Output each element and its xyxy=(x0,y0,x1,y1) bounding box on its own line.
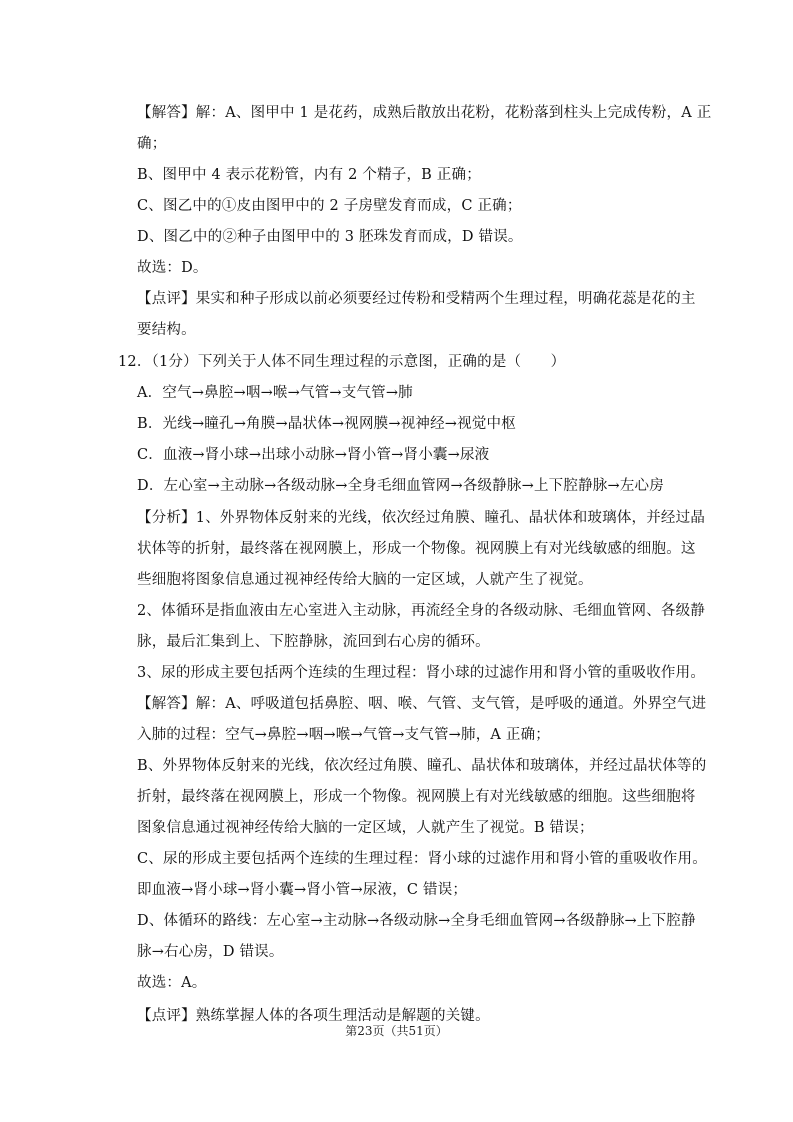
answer-choice-line: 故选：D。 xyxy=(137,260,208,276)
answer-line: 入肺的过程：空气→鼻腔→咽→喉→气管→支气管→肺，A 正确； xyxy=(137,727,550,743)
analysis-line: 【分析】1、外界物体反射来的光线，依次经过角膜、瞳孔、晶状体和玻璃体，并经过晶 xyxy=(137,510,706,526)
answer-line: 即血液→肾小球→肾小囊→肾小管→尿液，C 错误； xyxy=(137,882,468,898)
answer-line: C、图乙中的①皮由图甲中的 2 子房壁发育而成，C 正确； xyxy=(137,198,522,214)
option-c: C．血液→肾小球→出球小动脉→肾小管→肾小囊→尿液 xyxy=(137,447,490,463)
answer-line: B、图甲中 4 表示花粉管，内有 2 个精子，B 正确； xyxy=(137,167,481,183)
comment-line: 【点评】果实和种子形成以前必须要经过传粉和受精两个生理过程，明确花蕊是花的主 xyxy=(137,291,696,307)
comment-line: 【点评】熟练掌握人体的各项生理活动是解题的关键。 xyxy=(137,1008,490,1024)
answer-line: 【解答】解：A、图甲中 1 是花药，成熟后散放出花粉，花粉落到柱头上完成传粉，A 正 xyxy=(137,105,712,121)
answer-choice-line: 故选：A。 xyxy=(137,975,207,991)
answer-line: 脉→右心房，D 错误。 xyxy=(137,944,284,960)
option-a: A．空气→鼻腔→咽→喉→气管→支气管→肺 xyxy=(137,385,413,401)
question-stem: 12．（1分）下列关于人体不同生理过程的示意图，正确的是（ ） xyxy=(118,354,566,370)
answer-line: 折射，最终落在视网膜上，形成一个物像。视网膜上有对光线敏感的细胞。这些细胞将 xyxy=(137,789,696,805)
answer-line: D、体循环的路线：左心室→主动脉→各级动脉→全身毛细血管网→各级静脉→上下腔静 xyxy=(137,913,696,929)
analysis-line: 状体等的折射，最终落在视网膜上，形成一个物像。视网膜上有对光线敏感的细胞。这 xyxy=(137,541,696,557)
answer-line: B、外界物体反射来的光线，依次经过角膜、瞳孔、晶状体和玻璃体，并经过晶状体等的 xyxy=(137,758,707,774)
analysis-line: 些细胞将图象信息通过视神经传给大脑的一定区域，人就产生了视觉。 xyxy=(137,572,593,588)
answer-line: 图象信息通过视神经传给大脑的一定区域，人就产生了视觉。B 错误； xyxy=(137,820,594,836)
answer-line: 确； xyxy=(137,136,167,152)
option-d: D．左心室→主动脉→各级动脉→全身毛细血管网→各级静脉→上下腔静脉→左心房 xyxy=(137,478,664,494)
answer-line: 【解答】解：A、呼吸道包括鼻腔、咽、喉、气管、支气管，是呼吸的通道。外界空气进 xyxy=(137,696,707,712)
analysis-line: 脉，最后汇集到上、下腔静脉，流回到右心房的循环。 xyxy=(137,634,490,650)
page-number-footer: 第23页（共51页） xyxy=(345,1024,448,1038)
answer-line: C、尿的形成主要包括两个连续的生理过程：肾小球的过滤作用和肾小管的重吸收作用。 xyxy=(137,851,707,867)
answer-line: D、图乙中的②种子由图甲中的 3 胚珠发育而成，D 错误。 xyxy=(137,229,523,245)
comment-line: 要结构。 xyxy=(137,322,196,338)
analysis-line: 2、体循环是指血液由左心室进入主动脉，再流经全身的各级动脉、毛细血管网、各级静 xyxy=(137,603,706,619)
option-b: B．光线→瞳孔→角膜→晶状体→视网膜→视神经→视觉中枢 xyxy=(137,416,516,432)
analysis-line: 3、尿的形成主要包括两个连续的生理过程：肾小球的过滤作用和肾小管的重吸收作用。 xyxy=(137,665,706,681)
